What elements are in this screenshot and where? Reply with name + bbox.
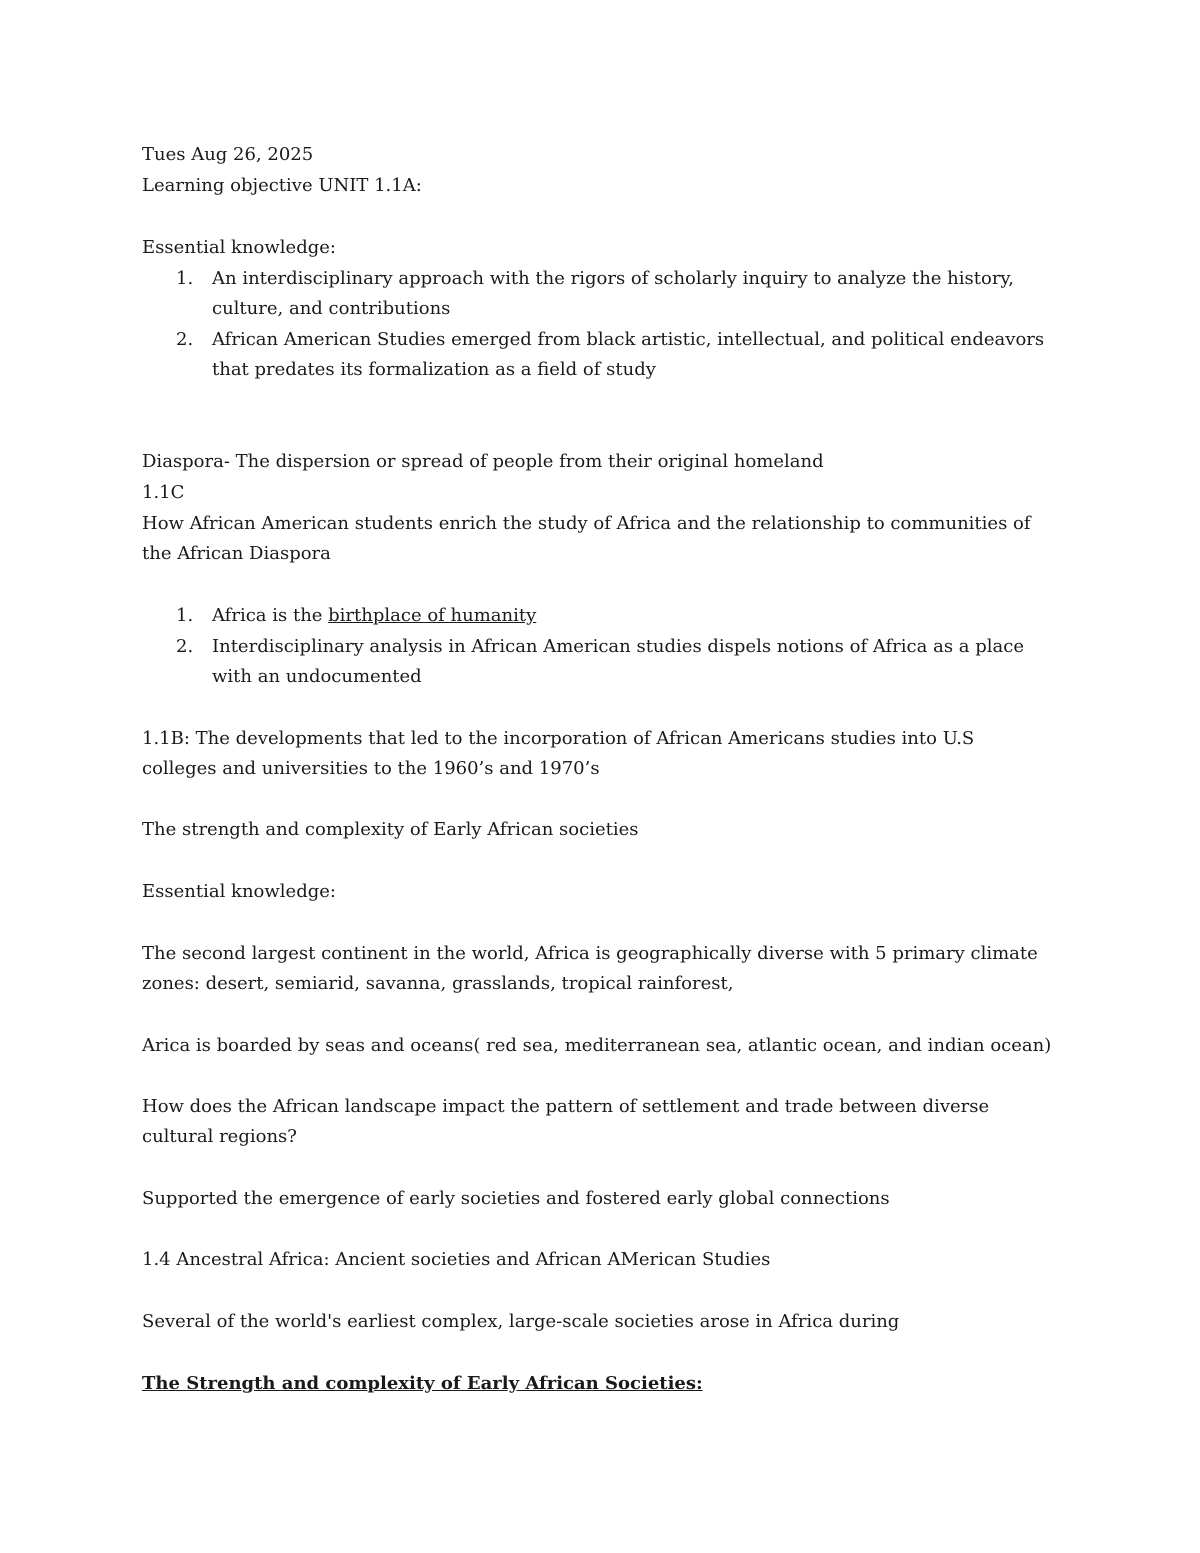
list-item-number: 2. <box>176 329 194 350</box>
objective-heading: Learning objective UNIT 1.1A: <box>142 175 422 196</box>
list-item-text: Interdisciplinary analysis in African American studies dispels notions of Africa as a place <box>212 636 1024 657</box>
list-item-text-continued: that predates its formalization as a field of study <box>212 359 656 380</box>
section-heading: The Strength and complexity of Early African Societies: <box>142 1373 703 1394</box>
essential-knowledge-heading: Essential knowledge: <box>142 881 336 902</box>
essential-knowledge-heading: Essential knowledge: <box>142 237 336 258</box>
paragraph-line: zones: desert, semiarid, savanna, grasslands, tropical rainforest, <box>142 973 734 994</box>
paragraph-line: How African American students enrich the study of Africa and the relationship to communities of <box>142 513 1031 534</box>
paragraph-line: The strength and complexity of Early African societies <box>142 819 639 840</box>
list-item-prefix: Africa is the <box>212 605 329 626</box>
paragraph-line: cultural regions? <box>142 1126 297 1147</box>
paragraph-line: Several of the world's earliest complex, large-scale societies arose in Africa during <box>142 1311 900 1332</box>
paragraph-line: colleges and universities to the 1960’s and 1970’s <box>142 758 600 779</box>
paragraph-line: The second largest continent in the world, Africa is geographically diverse with 5 primary climate <box>142 943 1038 964</box>
paragraph-line: How does the African landscape impact the pattern of settlement and trade between diverse <box>142 1096 990 1117</box>
list-item-number: 2. <box>176 636 194 657</box>
date-line: Tues Aug 26, 2025 <box>142 144 314 165</box>
paragraph-line: 1.4 Ancestral Africa: Ancient societies and African AMerican Studies <box>142 1249 771 1270</box>
diaspora-definition: Diaspora- The dispersion or spread of people from their original homeland <box>142 451 824 472</box>
list-item-text: An interdisciplinary approach with the rigors of scholarly inquiry to analyze the history, <box>212 268 1014 289</box>
paragraph-line: Supported the emergence of early societies and fostered early global connections <box>142 1188 890 1209</box>
paragraph-line: Arica is boarded by seas and oceans( red sea, mediterranean sea, atlantic ocean, and indian ocean) <box>142 1035 1052 1056</box>
section-number: 1.1C <box>142 482 185 503</box>
list-item-text: African American Studies emerged from black artistic, intellectual, and political endeavors <box>212 329 1045 350</box>
list-item-text <box>212 604 536 628</box>
paragraph-line: 1.1B: The developments that led to the incorporation of African Americans studies into U.S <box>142 728 975 749</box>
list-item-number: 1. <box>176 268 194 289</box>
list-item-number: 1. <box>176 605 194 626</box>
list-item-text-continued: culture, and contributions <box>212 298 451 319</box>
underlined-phrase: birthplace of humanity <box>328 605 537 626</box>
list-item-text-continued: with an undocumented <box>212 666 422 687</box>
paragraph-line: the African Diaspora <box>142 543 331 564</box>
